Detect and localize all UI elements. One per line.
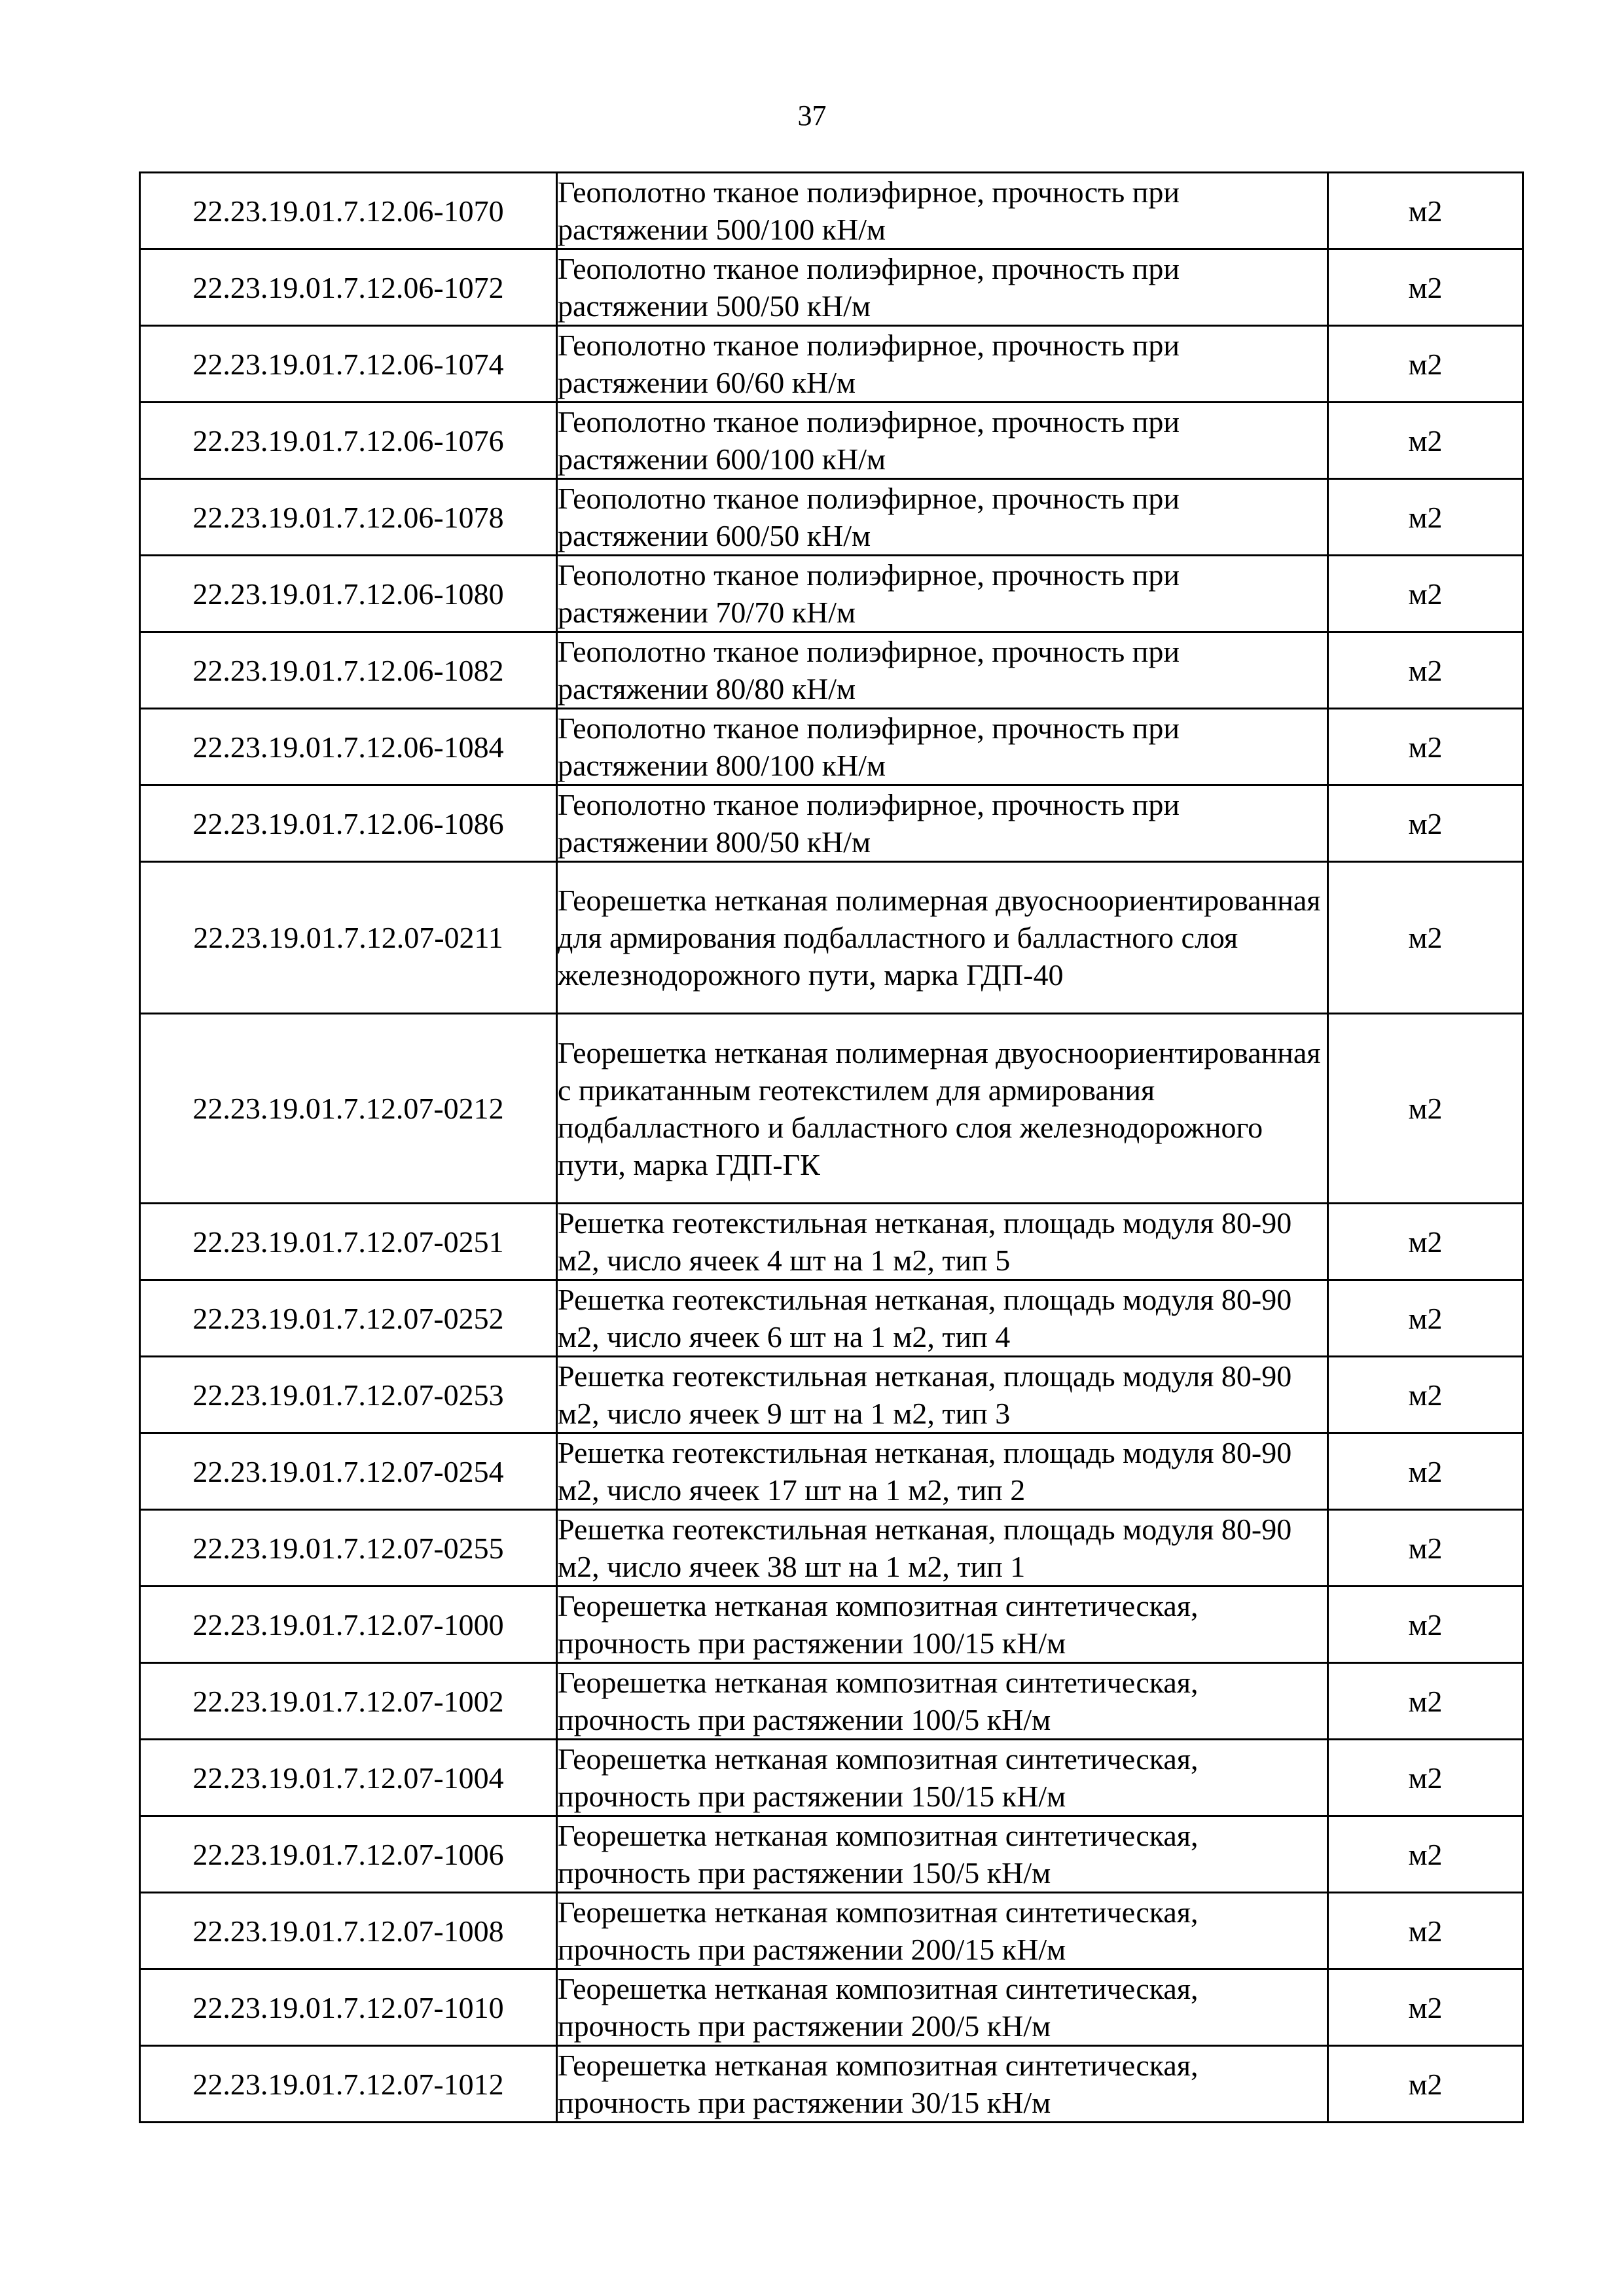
resource-description: Решетка геотекстильная нетканая, площадь модуля 80-90 м2, число ячеек 17 шт на 1 м2, тип 2	[557, 1433, 1328, 1510]
unit-of-measure: м2	[1328, 1510, 1523, 1587]
table-row	[140, 1969, 1523, 2046]
resource-code: 22.23.19.01.7.12.07-1000	[140, 1587, 557, 1663]
resource-table	[139, 171, 1524, 2123]
resource-code: 22.23.19.01.7.12.07-0211	[140, 862, 557, 1014]
unit-of-measure: м2	[1328, 785, 1523, 862]
resource-code: 22.23.19.01.7.12.06-1074	[140, 326, 557, 403]
resource-code: 22.23.19.01.7.12.07-1008	[140, 1893, 557, 1969]
resource-code: 22.23.19.01.7.12.07-0253	[140, 1357, 557, 1433]
table-row	[140, 1587, 1523, 1663]
table-row	[140, 785, 1523, 862]
table-row	[140, 249, 1523, 326]
resource-code: 22.23.19.01.7.12.06-1080	[140, 556, 557, 632]
unit-of-measure: м2	[1328, 1816, 1523, 1893]
unit-of-measure: м2	[1328, 2046, 1523, 2123]
resource-description: Георешетка нетканая полимерная двуосноориентированная с прикатанным геотекстилем для армирования подбалластного и балластного слоя железнодорожного пути, марка ГДП-ГК	[557, 1014, 1328, 1204]
resource-code: 22.23.19.01.7.12.06-1070	[140, 173, 557, 249]
resource-code: 22.23.19.01.7.12.07-1010	[140, 1969, 557, 2046]
table-row	[140, 632, 1523, 709]
table-row	[140, 1433, 1523, 1510]
resource-description: Георешетка нетканая композитная синтетическая, прочность при растяжении 100/15 кН/м	[557, 1587, 1328, 1663]
resource-code: 22.23.19.01.7.12.06-1084	[140, 709, 557, 785]
resource-description: Геополотно тканое полиэфирное, прочность при растяжении 70/70 кН/м	[557, 556, 1328, 632]
unit-of-measure: м2	[1328, 479, 1523, 556]
table-row	[140, 326, 1523, 403]
resource-code: 22.23.19.01.7.12.06-1072	[140, 249, 557, 326]
unit-of-measure: м2	[1328, 1969, 1523, 2046]
table-row	[140, 1663, 1523, 1740]
table-row	[140, 1357, 1523, 1433]
resource-description: Георешетка нетканая полимерная двуосноориентированная для армирования подбалластного и балластного слоя железнодорожного пути, марка ГДП-40	[557, 862, 1328, 1014]
table-row	[140, 1740, 1523, 1816]
unit-of-measure: м2	[1328, 862, 1523, 1014]
resource-code: 22.23.19.01.7.12.07-1006	[140, 1816, 557, 1893]
table-row	[140, 556, 1523, 632]
resource-code: 22.23.19.01.7.12.07-1012	[140, 2046, 557, 2123]
table-row	[140, 1510, 1523, 1587]
resource-description: Георешетка нетканая композитная синтетическая, прочность при растяжении 200/5 кН/м	[557, 1969, 1328, 2046]
table-row	[140, 1280, 1523, 1357]
resource-code: 22.23.19.01.7.12.07-1002	[140, 1663, 557, 1740]
table-row	[140, 862, 1523, 1014]
unit-of-measure: м2	[1328, 1740, 1523, 1816]
resource-description: Решетка геотекстильная нетканая, площадь модуля 80-90 м2, число ячеек 6 шт на 1 м2, тип 4	[557, 1280, 1328, 1357]
unit-of-measure: м2	[1328, 1587, 1523, 1663]
resource-description: Геополотно тканое полиэфирное, прочность при растяжении 80/80 кН/м	[557, 632, 1328, 709]
resource-description: Геополотно тканое полиэфирное, прочность при растяжении 500/50 кН/м	[557, 249, 1328, 326]
resource-description: Геополотно тканое полиэфирное, прочность при растяжении 60/60 кН/м	[557, 326, 1328, 403]
resource-description: Решетка геотекстильная нетканая, площадь модуля 80-90 м2, число ячеек 4 шт на 1 м2, тип 5	[557, 1204, 1328, 1280]
resource-code: 22.23.19.01.7.12.06-1086	[140, 785, 557, 862]
unit-of-measure: м2	[1328, 249, 1523, 326]
resource-description: Георешетка нетканая композитная синтетическая, прочность при растяжении 150/5 кН/м	[557, 1816, 1328, 1893]
table-row	[140, 1204, 1523, 1280]
resource-code: 22.23.19.01.7.12.07-0212	[140, 1014, 557, 1204]
unit-of-measure: м2	[1328, 1280, 1523, 1357]
resource-code: 22.23.19.01.7.12.06-1082	[140, 632, 557, 709]
unit-of-measure: м2	[1328, 632, 1523, 709]
unit-of-measure: м2	[1328, 173, 1523, 249]
table-row	[140, 2046, 1523, 2123]
resource-description: Геополотно тканое полиэфирное, прочность при растяжении 800/50 кН/м	[557, 785, 1328, 862]
resource-code: 22.23.19.01.7.12.06-1078	[140, 479, 557, 556]
unit-of-measure: м2	[1328, 556, 1523, 632]
table-row	[140, 173, 1523, 249]
resource-description: Геополотно тканое полиэфирное, прочность при растяжении 600/50 кН/м	[557, 479, 1328, 556]
table-row	[140, 709, 1523, 785]
unit-of-measure: м2	[1328, 403, 1523, 479]
unit-of-measure: м2	[1328, 1893, 1523, 1969]
unit-of-measure: м2	[1328, 1663, 1523, 1740]
table-row	[140, 1816, 1523, 1893]
unit-of-measure: м2	[1328, 709, 1523, 785]
table-row	[140, 479, 1523, 556]
resource-description: Георешетка нетканая композитная синтетическая, прочность при растяжении 200/15 кН/м	[557, 1893, 1328, 1969]
unit-of-measure: м2	[1328, 1204, 1523, 1280]
resource-description: Геополотно тканое полиэфирное, прочность при растяжении 800/100 кН/м	[557, 709, 1328, 785]
resource-description: Решетка геотекстильная нетканая, площадь модуля 80-90 м2, число ячеек 38 шт на 1 м2, тип 1	[557, 1510, 1328, 1587]
unit-of-measure: м2	[1328, 1014, 1523, 1204]
resource-description: Решетка геотекстильная нетканая, площадь модуля 80-90 м2, число ячеек 9 шт на 1 м2, тип 3	[557, 1357, 1328, 1433]
unit-of-measure: м2	[1328, 1433, 1523, 1510]
resource-code: 22.23.19.01.7.12.07-1004	[140, 1740, 557, 1816]
resource-code: 22.23.19.01.7.12.07-0251	[140, 1204, 557, 1280]
resource-description: Геополотно тканое полиэфирное, прочность при растяжении 600/100 кН/м	[557, 403, 1328, 479]
unit-of-measure: м2	[1328, 326, 1523, 403]
page-number: 37	[797, 99, 827, 132]
resource-description: Георешетка нетканая композитная синтетическая, прочность при растяжении 100/5 кН/м	[557, 1663, 1328, 1740]
resource-code: 22.23.19.01.7.12.07-0254	[140, 1433, 557, 1510]
resource-code: 22.23.19.01.7.12.07-0252	[140, 1280, 557, 1357]
table-row	[140, 1014, 1523, 1204]
table-row	[140, 1893, 1523, 1969]
table-row	[140, 403, 1523, 479]
unit-of-measure: м2	[1328, 1357, 1523, 1433]
resource-code: 22.23.19.01.7.12.06-1076	[140, 403, 557, 479]
resource-description: Георешетка нетканая композитная синтетическая, прочность при растяжении 30/15 кН/м	[557, 2046, 1328, 2123]
resource-description: Георешетка нетканая композитная синтетическая, прочность при растяжении 150/15 кН/м	[557, 1740, 1328, 1816]
resource-code: 22.23.19.01.7.12.07-0255	[140, 1510, 557, 1587]
resource-description: Геополотно тканое полиэфирное, прочность при растяжении 500/100 кН/м	[557, 173, 1328, 249]
